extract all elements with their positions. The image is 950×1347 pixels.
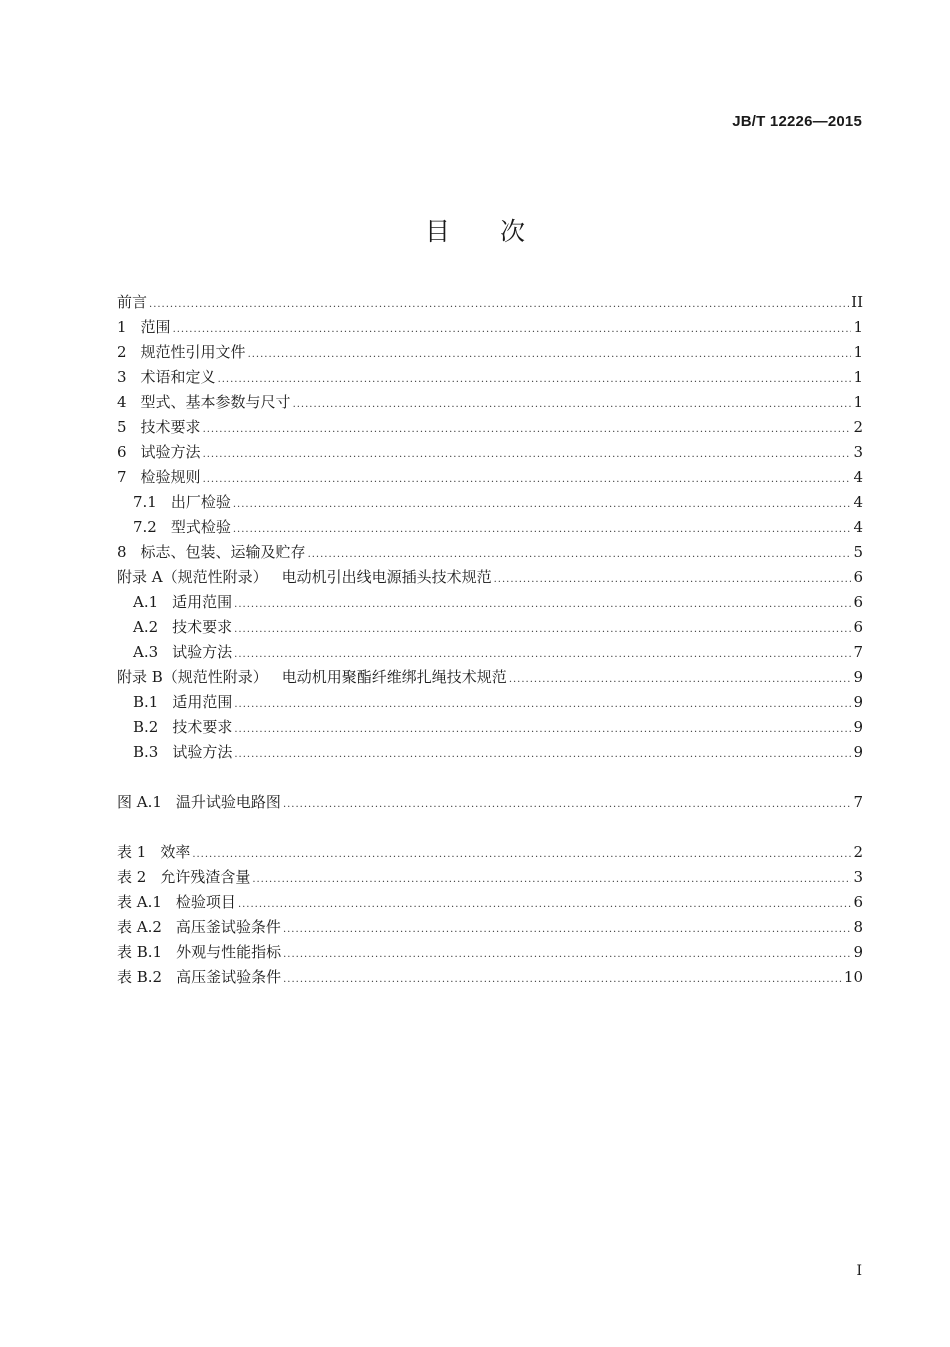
page-number: I — [856, 1263, 862, 1279]
toc-spacer — [117, 765, 863, 790]
toc-entry-number: 图 A.1 — [117, 793, 162, 811]
toc-entry-number: 表 A.1 — [117, 893, 162, 911]
toc-leader-dots — [234, 692, 851, 717]
toc-entry-number: 表 1 — [117, 843, 147, 861]
toc-entry[interactable] — [117, 940, 863, 965]
toc-entry-page: 1 — [853, 393, 863, 411]
toc-entry-number: 3 — [117, 368, 127, 386]
toc-leader-dots — [203, 442, 852, 467]
toc-entry-number: B.2 — [133, 718, 159, 736]
toc-entry-number: B.1 — [133, 693, 159, 711]
toc-entry[interactable] — [117, 615, 863, 640]
toc-entry[interactable] — [117, 415, 863, 440]
toc-entry[interactable] — [117, 665, 863, 690]
toc-entry-label: 前言 — [117, 293, 148, 311]
toc-entry[interactable] — [117, 840, 863, 865]
standard-code: JB/T 12226—2015 — [732, 113, 862, 130]
toc-figures — [117, 790, 863, 815]
toc-entry[interactable] — [117, 340, 863, 365]
toc-entry-number: A.2 — [133, 618, 159, 636]
toc-entry[interactable] — [117, 390, 863, 415]
toc-entry[interactable] — [117, 365, 863, 390]
toc-entry-page: 10 — [843, 968, 863, 986]
toc-entry-number: 附录 A（规范性附录） — [117, 568, 268, 586]
toc-entry[interactable] — [117, 440, 863, 465]
toc-entry-label: 规范性引用文件 — [140, 343, 246, 361]
toc-entry-page: 9 — [853, 943, 863, 961]
toc-entry-page: 6 — [853, 618, 863, 636]
toc-entry-number: 表 2 — [117, 868, 147, 886]
toc-entry-number: A.3 — [133, 643, 159, 661]
toc-entry-label: 电动机用聚酯纤维绑扎绳技术规范 — [281, 668, 507, 686]
toc-entry-label: 试验方法 — [172, 743, 233, 761]
toc-leader-dots — [203, 467, 852, 492]
toc-entry-label: 效率 — [160, 843, 191, 861]
toc-entry-page: 7 — [853, 643, 863, 661]
toc-leader-dots — [509, 667, 852, 692]
toc-leader-dots — [283, 917, 852, 942]
toc-entry[interactable] — [117, 290, 863, 315]
toc-entry-label: 温升试验电路图 — [175, 793, 281, 811]
toc-entry-label: 技术要求 — [140, 418, 201, 436]
toc-entry[interactable] — [117, 315, 863, 340]
toc-entry-page: 8 — [853, 918, 863, 936]
page-title: 目次 — [424, 217, 575, 246]
toc-entry-page: 1 — [853, 343, 863, 361]
toc-entry[interactable] — [117, 690, 863, 715]
toc-entry[interactable] — [117, 915, 863, 940]
toc-entry[interactable] — [117, 590, 863, 615]
toc-entry-number: B.3 — [133, 743, 159, 761]
toc-entry-number: 6 — [117, 443, 127, 461]
toc-entry-page: 5 — [853, 543, 863, 561]
toc-leader-dots — [248, 342, 852, 367]
toc-leader-dots — [234, 617, 851, 642]
toc-entry-number: 8 — [117, 543, 127, 561]
toc-entry-label: 试验方法 — [172, 643, 233, 661]
toc-entry[interactable] — [117, 640, 863, 665]
toc-entry-label: 电动机引出线电源插头技术规范 — [281, 568, 492, 586]
toc-leader-dots — [283, 792, 852, 817]
toc-entry[interactable] — [117, 540, 863, 565]
toc-leader-dots — [283, 967, 842, 992]
toc-entry-label: 型式检验 — [170, 518, 231, 536]
toc-leader-dots — [203, 417, 852, 442]
toc-leader-dots — [308, 542, 852, 567]
toc-leader-dots — [233, 517, 852, 542]
toc-entry[interactable] — [117, 465, 863, 490]
toc-entry-label: 检验规则 — [140, 468, 201, 486]
toc-entry-label: 检验项目 — [175, 893, 236, 911]
toc-entry[interactable] — [117, 740, 863, 765]
toc-entry-page: 6 — [853, 593, 863, 611]
toc-entry-page: 4 — [853, 468, 863, 486]
toc-entry-page: 9 — [853, 668, 863, 686]
toc-entry-number: 7.1 — [133, 493, 157, 511]
toc-leader-dots — [173, 317, 852, 342]
toc-entry-label: 适用范围 — [172, 593, 233, 611]
toc-spacer — [117, 815, 863, 840]
toc-entry-label: 标志、包装、运输及贮存 — [140, 543, 306, 561]
toc-entry-page: 9 — [853, 743, 863, 761]
toc-entry-page: II — [851, 293, 863, 311]
toc-leader-dots — [234, 742, 851, 767]
toc-entry-page: 2 — [853, 418, 863, 436]
toc-leader-dots — [234, 592, 851, 617]
toc-entry-number: 表 B.1 — [117, 943, 163, 961]
toc-entry[interactable] — [117, 790, 863, 815]
toc-entry[interactable] — [117, 715, 863, 740]
toc-entry-page: 1 — [853, 368, 863, 386]
toc-entry-page: 6 — [853, 568, 863, 586]
toc-sections — [117, 290, 863, 765]
toc-entry-number: 表 B.2 — [117, 968, 163, 986]
toc-entry-label: 技术要求 — [172, 618, 233, 636]
toc-tables — [117, 840, 863, 990]
toc-entry-label: 外观与性能指标 — [176, 943, 282, 961]
toc-entry-number: 表 A.2 — [117, 918, 162, 936]
toc-entry[interactable] — [117, 965, 863, 990]
toc-entry-label: 试验方法 — [140, 443, 201, 461]
toc-leader-dots — [494, 567, 852, 592]
toc-entry-number: 7 — [117, 468, 127, 486]
toc-entry-page: 9 — [853, 718, 863, 736]
toc-entry-label: 型式、基本参数与尺寸 — [140, 393, 291, 411]
toc-entry[interactable] — [117, 890, 863, 915]
toc-leader-dots — [252, 867, 851, 892]
toc-entry-page: 4 — [853, 493, 863, 511]
toc-entry-label: 技术要求 — [172, 718, 233, 736]
toc-entry-label: 高压釜试验条件 — [176, 968, 282, 986]
toc-entry-page: 2 — [853, 843, 863, 861]
toc-entry-page: 3 — [853, 443, 863, 461]
toc-entry-page: 4 — [853, 518, 863, 536]
toc-leader-dots — [233, 492, 852, 517]
toc-entry[interactable] — [117, 865, 863, 890]
toc-leader-dots — [234, 717, 851, 742]
toc-entry-number: 7.2 — [133, 518, 157, 536]
toc-entry-label: 适用范围 — [172, 693, 233, 711]
toc-leader-dots — [293, 392, 852, 417]
toc-entry-number: 4 — [117, 393, 127, 411]
toc-entry-page: 9 — [853, 693, 863, 711]
toc-entry-number: 1 — [117, 318, 127, 336]
toc-entry-label: 高压釜试验条件 — [175, 918, 281, 936]
toc-entry[interactable] — [117, 515, 863, 540]
toc-entry-label: 术语和定义 — [140, 368, 216, 386]
toc-entry-label: 允许残渣含量 — [160, 868, 251, 886]
toc-entry-page: 7 — [853, 793, 863, 811]
toc-entry-number: 5 — [117, 418, 127, 436]
toc-leader-dots — [238, 892, 852, 917]
toc-entry-label: 出厂检验 — [170, 493, 231, 511]
toc-leader-dots — [234, 642, 851, 667]
toc-entry-page: 1 — [853, 318, 863, 336]
toc-entry-page: 3 — [853, 868, 863, 886]
toc-leader-dots — [149, 292, 849, 317]
toc-leader-dots — [192, 842, 851, 867]
toc-leader-dots — [218, 367, 852, 392]
toc-entry[interactable] — [117, 565, 863, 590]
toc-entry-label: 范围 — [140, 318, 171, 336]
toc-entry-number: 2 — [117, 343, 127, 361]
toc-leader-dots — [283, 942, 851, 967]
toc-entry-number: 附录 B（规范性附录） — [117, 668, 268, 686]
table-of-contents — [117, 290, 863, 990]
toc-entry[interactable] — [117, 490, 863, 515]
toc-entry-page: 6 — [853, 893, 863, 911]
toc-entry-number: A.1 — [133, 593, 159, 611]
